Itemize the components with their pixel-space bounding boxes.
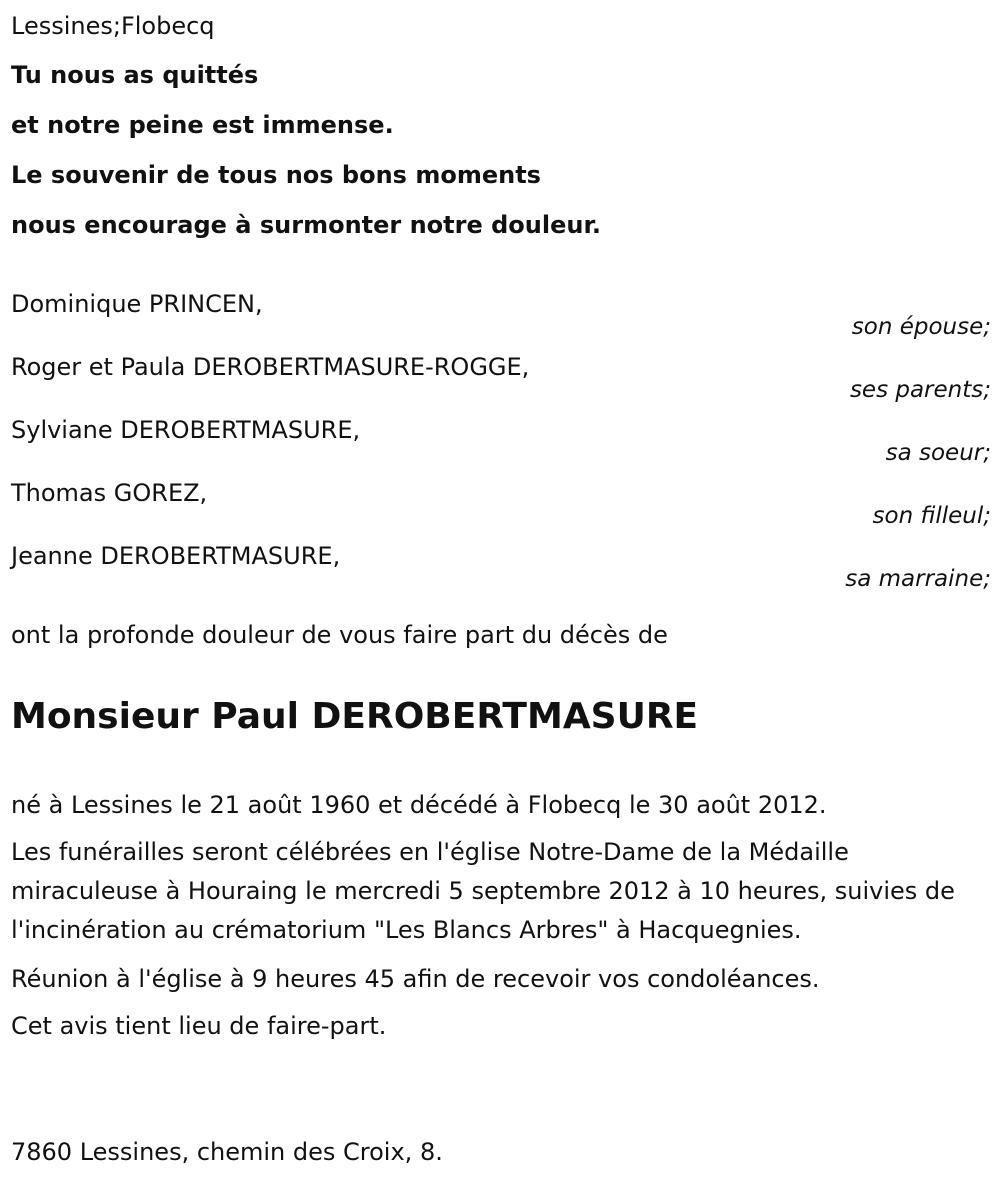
poem <box>11 58 601 258</box>
mourner-name: Jeanne DEROBERTMASURE, <box>11 542 341 570</box>
mourner-name: Thomas GOREZ, <box>11 479 208 507</box>
mourner-relation: sa soeur; <box>885 440 991 466</box>
meeting-text: Réunion à l'église à 9 heures 45 afin de recevoir vos condoléances. <box>11 965 820 993</box>
mourner-relation: ses parents; <box>849 377 991 403</box>
mourner-entry <box>11 413 991 476</box>
mourner-name: Roger et Paula DEROBERTMASURE-ROGGE, <box>11 353 530 381</box>
funeral-text: Les funérailles seront célébrées en l'église Notre-Dame de la Médaille miraculeuse à Houraing le mercredi 5 septembre 2012 à 10 heures, suivies de l'incinération au crématorium "Les Blancs Arbres" à Hacquegnies. <box>11 838 955 944</box>
mourner-entry <box>11 287 991 350</box>
mourner-name: Sylviane DEROBERTMASURE, <box>11 416 361 444</box>
deceased-name: Monsieur Paul DEROBERTMASURE <box>11 696 699 737</box>
mourner-name: Dominique PRINCEN, <box>11 290 263 318</box>
mourner-entry <box>11 350 991 413</box>
details-section <box>11 786 971 1056</box>
poem-line: Tu nous as quittés <box>11 61 259 89</box>
birth-death-text: né à Lessines le 21 août 1960 et décédé à Flobecq le 30 août 2012. <box>11 791 827 819</box>
poem-line: Le souvenir de tous nos bons moments <box>11 161 541 189</box>
address-text: 7860 Lessines, chemin des Croix, 8. <box>11 1138 443 1166</box>
poem-line: nous encourage à surmonter notre douleur. <box>11 211 601 239</box>
mourner-relation: sa marraine; <box>845 566 991 592</box>
mourner-relation: son épouse; <box>851 314 991 340</box>
mourner-entry <box>11 539 991 602</box>
location-header: Lessines;Flobecq <box>11 12 215 40</box>
mourners-list <box>11 287 991 602</box>
mourner-entry <box>11 476 991 539</box>
notice-text: Cet avis tient lieu de faire-part. <box>11 1012 387 1040</box>
mourner-relation: son filleul; <box>872 503 991 529</box>
poem-line: et notre peine est immense. <box>11 111 394 139</box>
announcement-text: ont la profonde douleur de vous faire part du décès de <box>11 621 668 649</box>
